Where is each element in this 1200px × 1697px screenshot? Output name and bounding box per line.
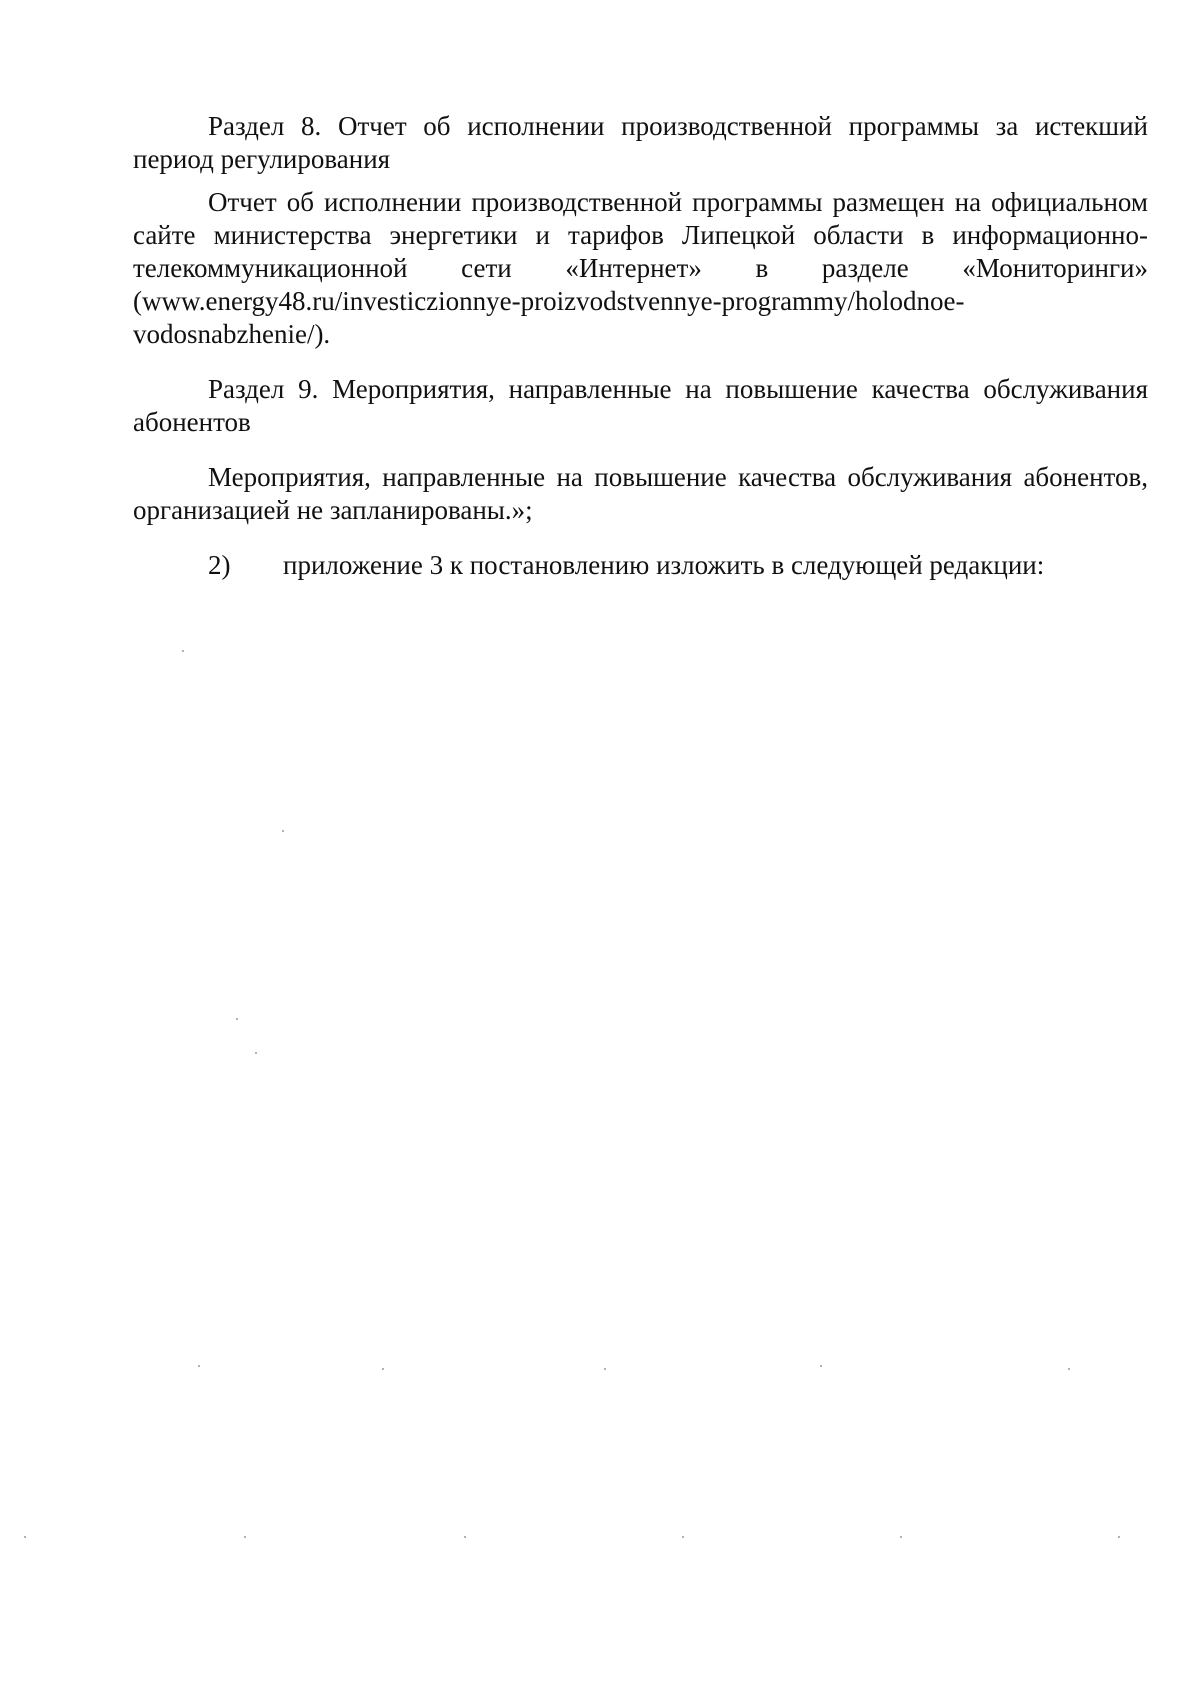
section-9-paragraph: Мероприятия, направленные на повышение качества обслуживания абонентов, организацией не запланированы.»; <box>133 462 1148 525</box>
scan-speck <box>464 1536 466 1538</box>
scan-speck <box>1118 1536 1120 1538</box>
scan-speck <box>382 1368 384 1370</box>
amendment-item-2 <box>133 549 1148 582</box>
scan-speck <box>198 1365 200 1367</box>
scan-speck <box>820 1365 822 1367</box>
scan-speck <box>236 1018 238 1020</box>
scan-speck <box>900 1536 902 1538</box>
scan-speck <box>1068 1368 1070 1370</box>
scan-speck <box>244 1536 246 1538</box>
section-8-paragraph: Отчет об исполнении производственной программы размещен на официальном сайте министерства энергетики и тарифов Липецкой области в информационно-телекоммуникационной сети «Интернет» в разделе «Мониторинги» (www.energy48.ru/investiczionnye-proizvodstvennye-programmy/holodnoe-vodosnabzhenie/). <box>133 187 1148 349</box>
amendment-item-text: приложение 3 к постановлению изложить в следующей редакции: <box>283 550 1045 580</box>
scan-speck <box>682 1536 684 1538</box>
scan-speck <box>24 1536 26 1538</box>
amendment-item-number: 2) <box>208 550 231 580</box>
scan-speck <box>255 1052 257 1054</box>
scan-speck <box>604 1368 606 1370</box>
scan-speck <box>182 650 184 652</box>
document-body <box>133 110 1148 582</box>
scan-speck <box>282 830 284 832</box>
section-8-heading: Раздел 8. Отчет об исполнении производственной программы за истекший период регулирования <box>133 111 1148 174</box>
section-9-heading: Раздел 9. Мероприятия, направленные на повышение качества обслуживания абонентов <box>133 374 1148 437</box>
